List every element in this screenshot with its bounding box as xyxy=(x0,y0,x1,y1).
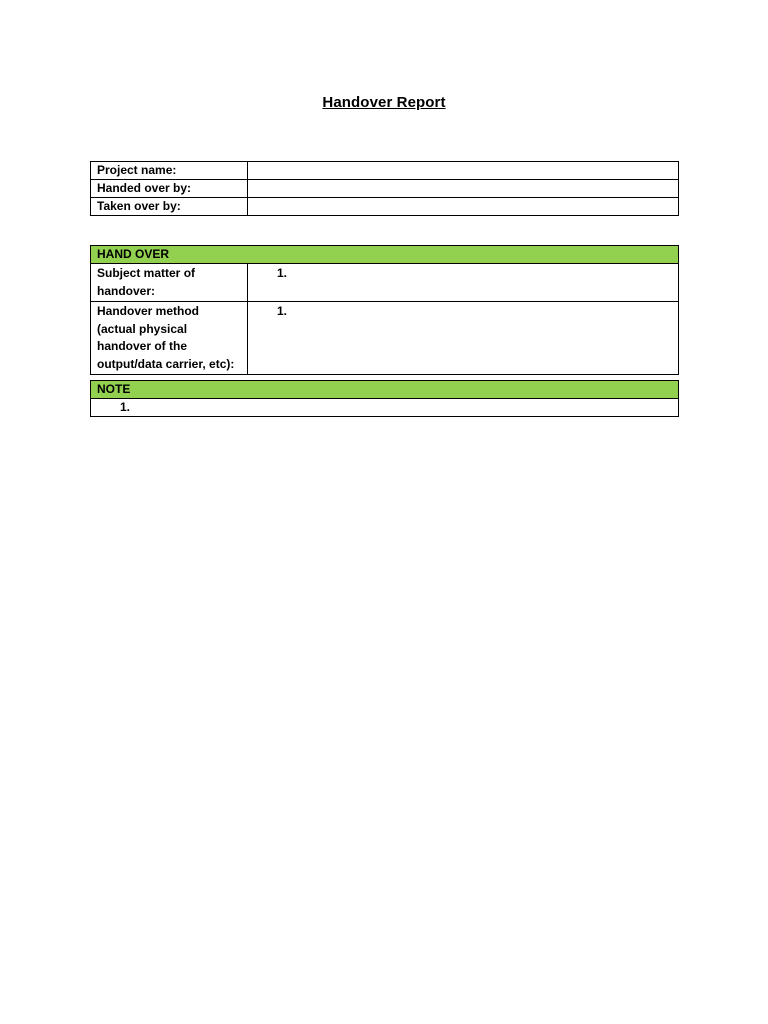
table-row xyxy=(91,162,679,180)
taken-over-by-label: Taken over by: xyxy=(91,198,248,216)
handover-table xyxy=(90,245,679,375)
taken-over-by-field[interactable] xyxy=(248,198,679,216)
page-title: Handover Report xyxy=(322,94,446,111)
handed-over-by-field[interactable] xyxy=(248,180,679,198)
note-field[interactable] xyxy=(91,399,679,417)
subject-matter-field[interactable] xyxy=(248,264,679,302)
subject-matter-label: Subject matter of handover: xyxy=(91,264,248,302)
table-row xyxy=(91,264,679,302)
handover-method-label: Handover method (actual physical handover of the output/data carrier, etc): xyxy=(91,302,248,375)
handover-method-item-number: 1. xyxy=(277,304,288,318)
note-item-number: 1. xyxy=(120,400,131,414)
handover-section-header: HAND OVER xyxy=(91,246,679,264)
note-table xyxy=(90,380,679,417)
note-section-header: NOTE xyxy=(91,381,679,399)
table-row xyxy=(91,180,679,198)
handover-method-field[interactable] xyxy=(248,302,679,375)
handed-over-by-label: Handed over by: xyxy=(91,180,248,198)
project-name-label: Project name: xyxy=(91,162,248,180)
subject-matter-item-number: 1. xyxy=(277,266,288,280)
note-header-row xyxy=(91,381,679,399)
project-info-table xyxy=(90,161,679,216)
project-name-field[interactable] xyxy=(248,162,679,180)
table-row xyxy=(91,198,679,216)
table-row xyxy=(91,302,679,375)
table-row xyxy=(91,399,679,417)
handover-header-row xyxy=(91,246,679,264)
